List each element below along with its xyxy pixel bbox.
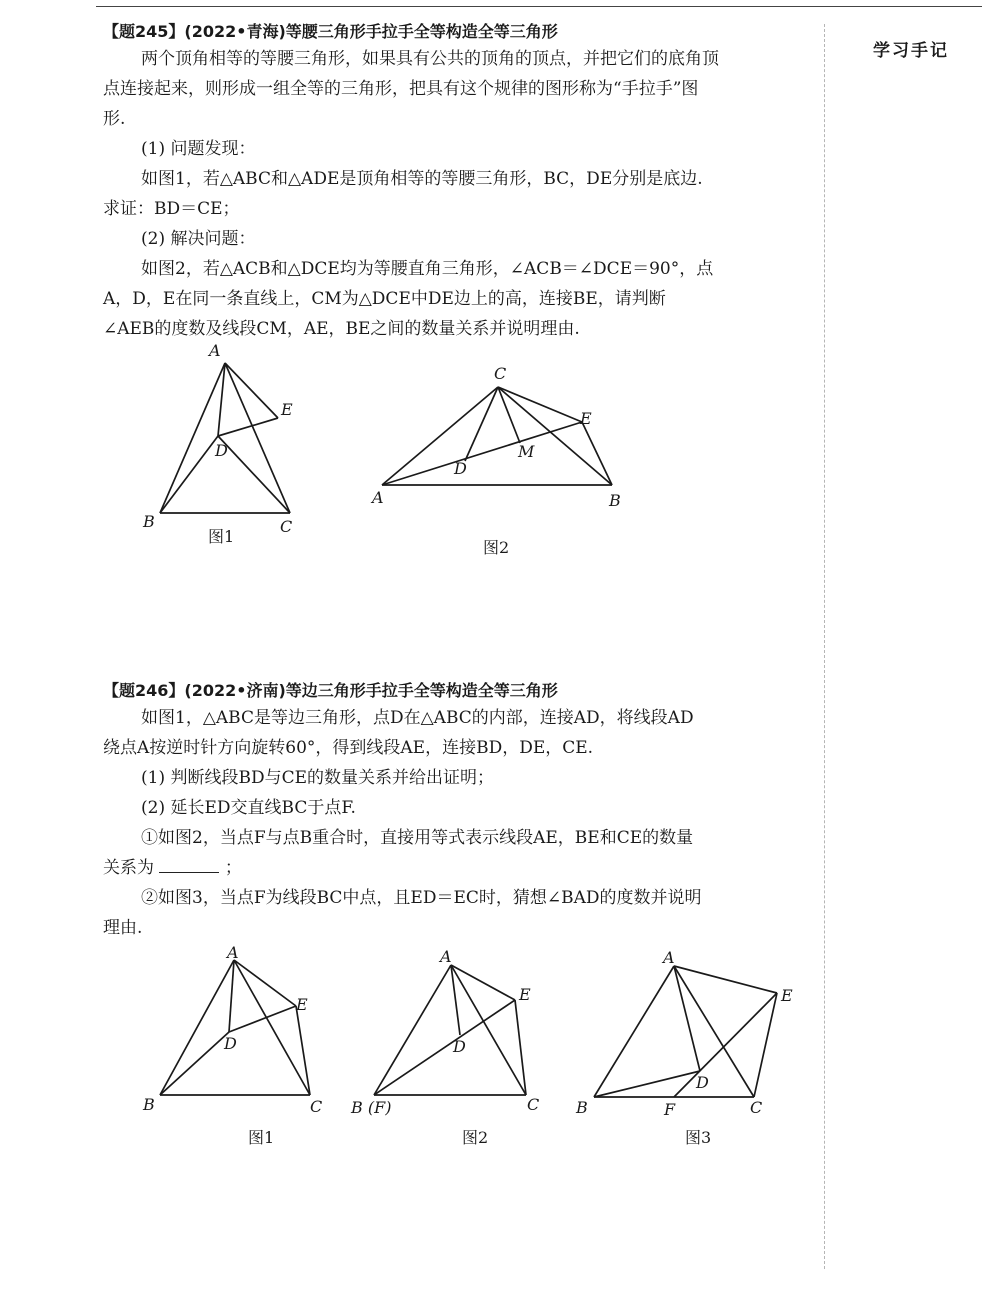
fig2-caption: 图2 [483,538,510,557]
label-C: C [280,517,293,536]
label-A: A [440,947,452,966]
label-M: M [518,442,535,461]
label-B: B [609,491,621,510]
p245-line: A，D，E在同一条直线上，CM为△DCE中DE边上的高，连接BE，请判断 [103,289,666,309]
p246-line: ②如图3，当点F为线段BC中点，且ED＝EC时，猜想∠BAD的度数并说明 [141,888,702,908]
label-C: C [494,364,507,383]
figure-segment [674,966,754,1097]
p246-line: 绕点A按逆时针方向旋转60°，得到线段AE，连接BD，DE，CE. [103,738,594,758]
label-B-F: B (F) [351,1098,392,1117]
blank-suffix: ； [224,858,242,878]
p246-figure-1 [142,943,322,1147]
p245-line: 两个顶角相等的等腰三角形，如果具有公共的顶角的顶点，并把它们的底角顶 [141,49,719,69]
figure-segment [754,993,777,1097]
label-F: F [664,1100,676,1119]
figure-segment [374,965,451,1095]
label-A: A [227,943,239,962]
label-B: B [576,1098,588,1117]
p246-figure-2 [350,947,539,1147]
problem-246-title: 【题246】(2022•济南)等边三角形手拉手全等构造全等三角形 [103,681,558,700]
p246-line: 理由. [103,918,143,938]
label-E: E [781,986,793,1005]
p246-line: 关系为 [103,858,154,878]
label-A: A [372,488,384,507]
p246-line: (2) 延长ED交直线BC于点F. [141,798,356,818]
figure-segment [515,1000,526,1095]
figure-segment [229,960,234,1032]
label-C: C [527,1095,540,1114]
figure-segment [594,966,674,1097]
label-B: B [143,1095,155,1114]
p245-line: 如图2，若△ACB和△DCE均为等腰直角三角形，∠ACB＝∠DCE＝90°，点 [141,259,714,279]
p246-line: ①如图2，当点F与点B重合时，直接用等式表示线段AE，BE和CE的数量 [141,828,694,848]
label-B: B [143,512,155,531]
p245-line: 点连接起来，则形成一组全等的三角形，把具有这个规律的图形称为“手拉手”图 [103,79,699,99]
p245-line: 形. [103,109,126,129]
p246-line: (1) 判断线段BD与CE的数量关系并给出证明； [141,768,495,788]
label-D: D [696,1073,709,1092]
p245-line: ∠AEB的度数及线段CM，AE，BE之间的数量关系并说明理由. [103,319,580,339]
p246-figure-3 [575,948,793,1147]
p246-line: 如图1，△ABC是等边三角形，点D在△ABC的内部，连接AD，将线段AD [141,708,694,728]
label-E: E [580,409,592,428]
figure-segment [160,1032,229,1095]
figure-segment [234,960,296,1006]
problem-245-title: 【题245】(2022•青海)等腰三角形手拉手全等构造全等三角形 [103,22,558,41]
label-E: E [519,985,531,1004]
p245-line: 求证：BD＝CE； [103,199,240,219]
figure-segment [160,960,234,1095]
fig3-caption: 图3 [685,1128,712,1147]
p245-line: (1) 问题发现： [141,139,256,159]
fig2-caption: 图2 [462,1128,489,1147]
figure-segment [674,966,700,1071]
label-D: D [453,1037,466,1056]
label-E: E [281,400,293,419]
figure-segment [374,1000,515,1095]
figure-segment [674,993,777,1097]
label-E: E [296,995,308,1014]
label-A: A [663,948,675,967]
label-A: A [209,341,221,360]
p245-line: 如图1，若△ABC和△ADE是顶角相等的等腰三角形，BC，DE分别是底边. [141,169,703,189]
p245-line: (2) 解决问题： [141,229,256,249]
label-D: D [215,441,228,460]
figure-segment [451,965,460,1035]
fig1-caption: 图1 [208,527,235,546]
label-D: D [224,1034,237,1053]
label-D: D [454,459,467,478]
figure-segment [594,1071,700,1097]
fig1-caption: 图1 [248,1128,275,1147]
label-C: C [750,1098,763,1117]
figure-segment [674,966,777,993]
notes-column-label: 学习手记 [873,41,949,61]
label-C: C [310,1097,323,1116]
figure-segment [451,965,526,1095]
